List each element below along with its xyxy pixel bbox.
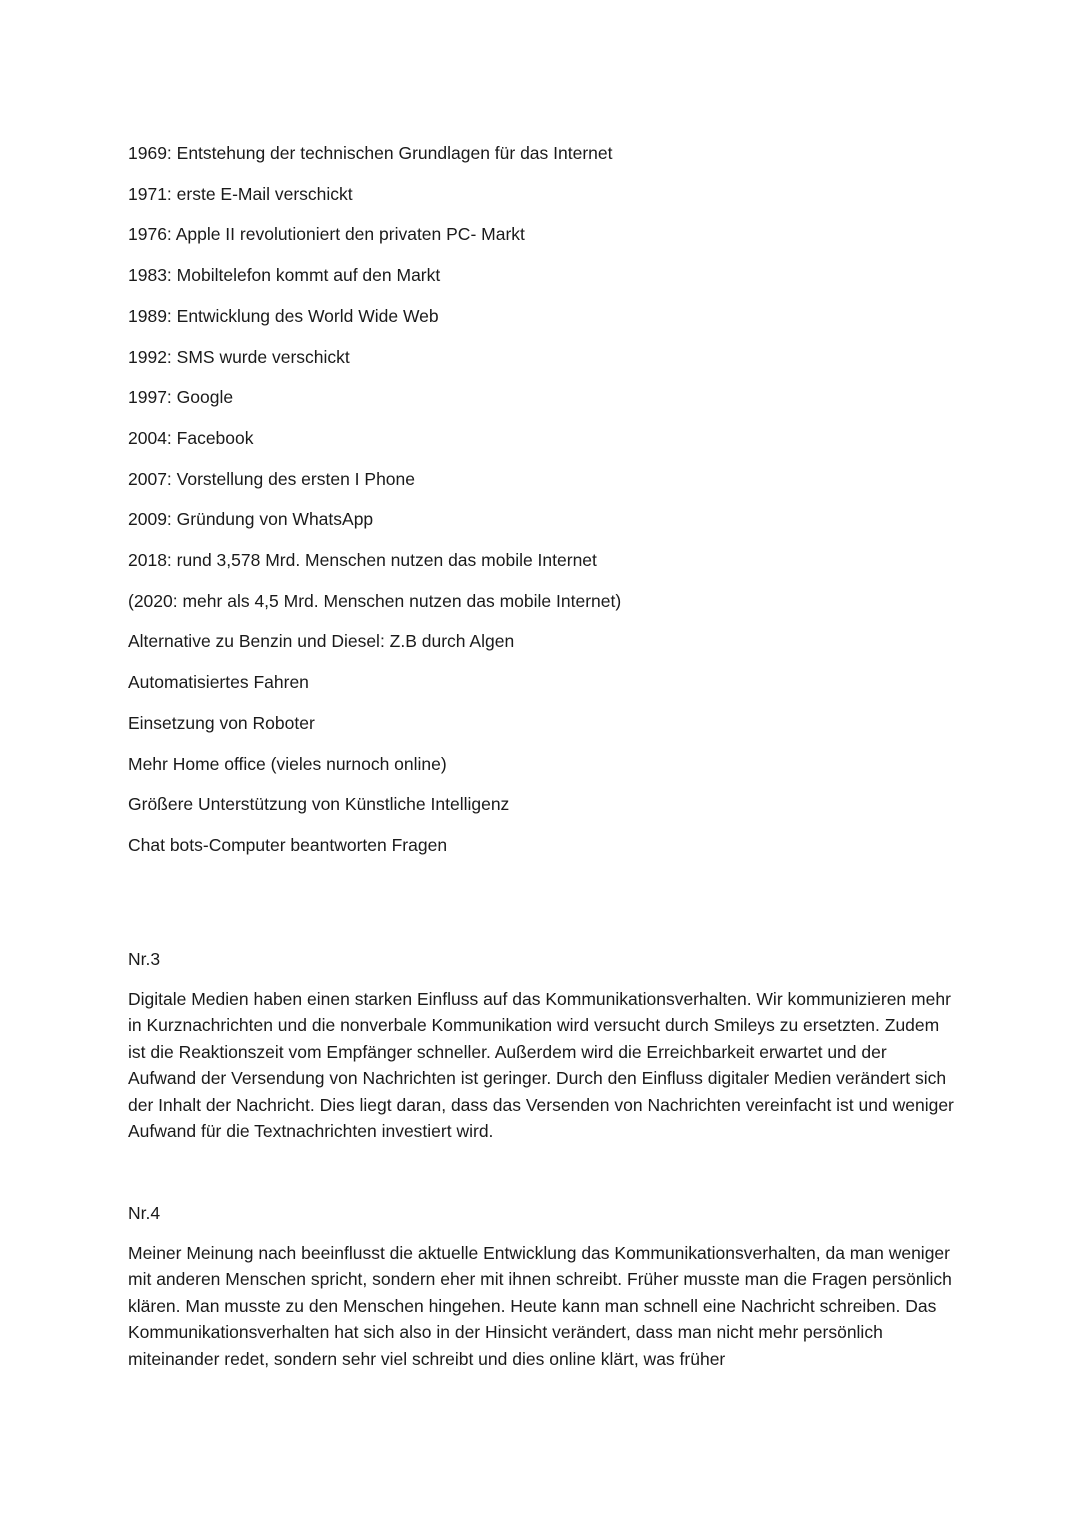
timeline-item: 2007: Vorstellung des ersten I Phone <box>128 468 416 489</box>
timeline-item: 1997: Google <box>128 387 234 408</box>
timeline-item: 2018: rund 3,578 Mrd. Menschen nutzen das mobile Internet <box>128 550 597 571</box>
timeline-item: 1983: Mobiltelefon kommt auf den Markt <box>128 265 441 286</box>
timeline-item: 2004: Facebook <box>128 427 254 448</box>
section-body-nr3: Digitale Medien haben einen starken Einfluss auf das Kommunikationsverhalten. Wir kommunizieren mehr in Kurznachrichten und die nonverbale Kommunikation wird versucht durch Smileys zu ersetzten. Zudem ist die Reaktionszeit vom Empfänger schneller. Außerdem wird die Erreichbarkeit erwartet und der Aufwand der Versendung von Nachrichten ist geringer. Durch den Einfluss digitaler Medien verändert sich der Inhalt der Nachricht. Dies liegt daran, dass das Versenden von Nachrichten vereinfacht ist und weniger Aufwand für die Textnachrichten investiert wird. <box>128 989 954 1142</box>
timeline-item: Größere Unterstützung von Künstliche Intelligenz <box>128 794 510 815</box>
timeline-item: (2020: mehr als 4,5 Mrd. Menschen nutzen das mobile Internet) <box>128 590 622 611</box>
timeline-list <box>128 133 621 866</box>
timeline-item: Alternative zu Benzin und Diesel: Z.B durch Algen <box>128 631 515 652</box>
timeline-item: Chat bots-Computer beantworten Fragen <box>128 834 448 855</box>
timeline-item: Mehr Home office (vieles nurnoch online) <box>128 753 447 774</box>
timeline-item: 1992: SMS wurde verschickt <box>128 346 350 367</box>
section-nr4 <box>128 1200 958 1372</box>
timeline-item: 1971: erste E-Mail verschickt <box>128 183 353 204</box>
timeline-item: Automatisiertes Fahren <box>128 672 309 693</box>
timeline-item: 1976: Apple II revolutioniert den privaten PC- Markt <box>128 224 525 245</box>
section-body-nr4: Meiner Meinung nach beeinflusst die aktuelle Entwicklung das Kommunikationsverhalten, da man weniger mit anderen Menschen spricht, sondern eher mit ihnen schreibt. Früher musste man die Fragen persönlich klären. Man musste zu den Menschen hingehen. Heute kann man schnell eine Nachricht schreiben. Das Kommunikationsverhalten hat sich also in der Hinsicht verändert, dass man nicht mehr persönlich miteinander redet, sondern sehr viel schreibt und dies online klärt, was früher <box>128 1243 952 1369</box>
timeline-item: 2009: Gründung von WhatsApp <box>128 509 374 530</box>
timeline-item: Einsetzung von Roboter <box>128 712 315 733</box>
timeline-item: 1969: Entstehung der technischen Grundlagen für das Internet <box>128 143 613 163</box>
section-heading-nr3: Nr.3 <box>128 949 161 969</box>
section-heading-nr4: Nr.4 <box>128 1203 161 1223</box>
timeline-item: 1989: Entwicklung des World Wide Web <box>128 305 439 326</box>
section-nr3 <box>128 946 958 1144</box>
